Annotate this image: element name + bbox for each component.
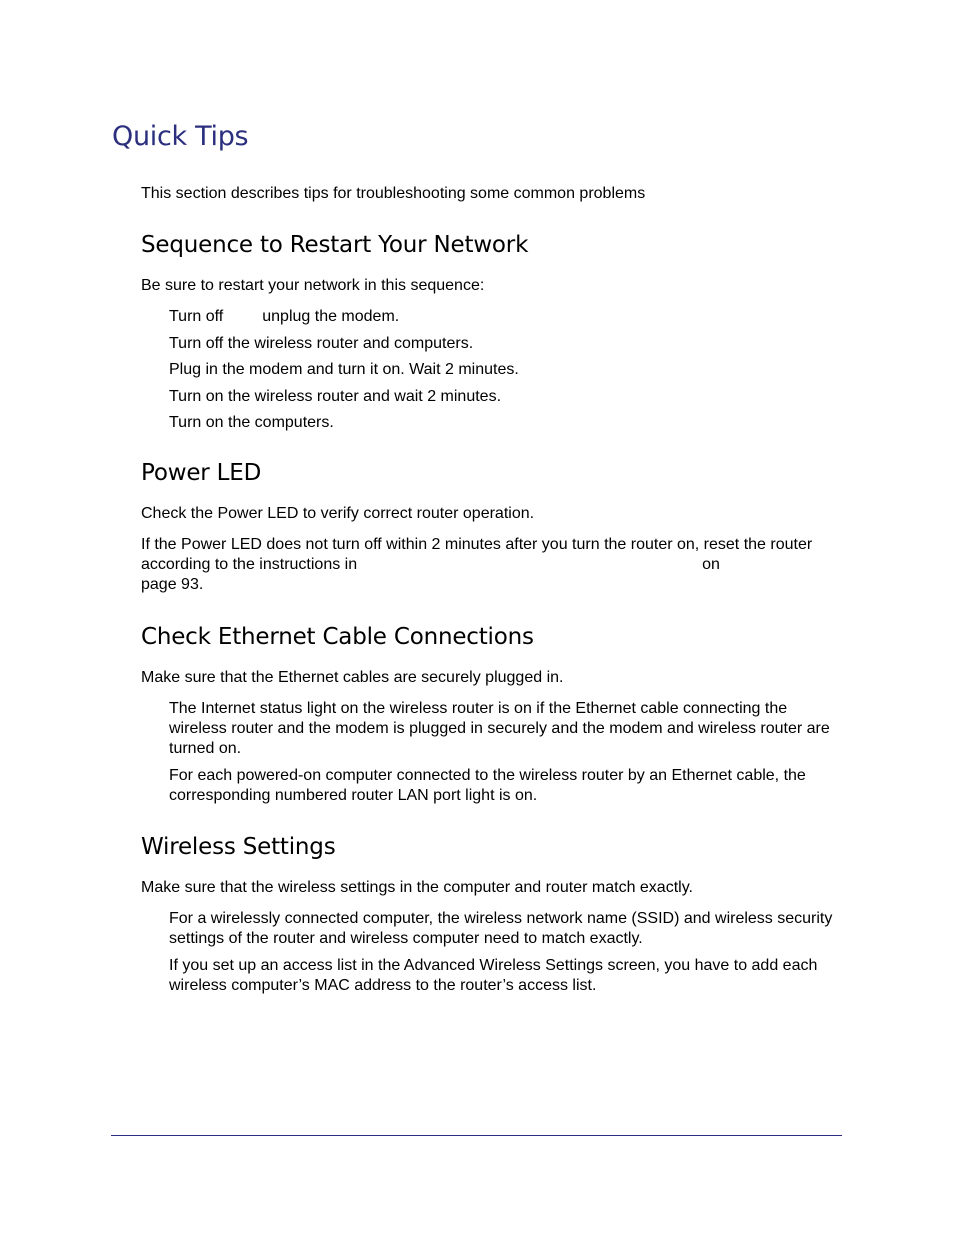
heading-wireless: Wireless Settings [141, 834, 336, 860]
power-led-p1: Check the Power LED to verify correct router operation. [141, 505, 535, 522]
restart-step-5: Turn on the computers. [169, 414, 334, 431]
restart-step-4: Turn on the wireless router and wait 2 minutes. [169, 388, 502, 405]
heading-ethernet: Check Ethernet Cable Connections [141, 624, 534, 650]
wireless-item-2: If you set up an access list in the Advanced Wireless Settings screen, you have to add each wireless computer’s MAC address to the router’s access list. [169, 957, 818, 994]
power-led-p2 [141, 535, 821, 595]
restart-step-1-part2: unplug the modem. [262, 308, 400, 325]
restart-step-2: Turn off the wireless router and computers. [169, 335, 474, 352]
restart-step-1 [169, 307, 841, 327]
page-title: Quick Tips [112, 121, 249, 152]
ethernet-item-1: The Internet status light on the wireless router is on if the Ethernet cable connecting the wireless router and the modem is plugged in securely and the modem and wireless router are turned on. [169, 700, 830, 757]
wireless-item-1: For a wirelessly connected computer, the wireless network name (SSID) and wireless security settings of the router and wireless computer need to match exactly. [169, 910, 833, 947]
ethernet-item-2: For each powered-on computer connected to the wireless router by an Ethernet cable, the corresponding numbered router LAN port light is on. [169, 767, 806, 804]
heading-restart: Sequence to Restart Your Network [141, 232, 529, 258]
footer-divider [111, 1135, 842, 1136]
power-led-p2-start: If the Power LED does not turn off within 2 minutes after you turn the router on, reset the router according to the instructions in [141, 536, 813, 573]
ethernet-lead: Make sure that the Ethernet cables are securely plugged in. [141, 669, 564, 686]
power-led-p2-end: page 93. [141, 576, 204, 593]
wireless-lead: Make sure that the wireless settings in the computer and router match exactly. [141, 879, 693, 896]
intro-text: This section describes tips for troubleshooting some common problems [141, 185, 646, 202]
restart-step-1-part1: Turn off [169, 308, 224, 325]
power-led-p2-on: on [702, 556, 720, 573]
restart-step-3: Plug in the modem and turn it on. Wait 2 minutes. [169, 361, 519, 378]
heading-power-led: Power LED [141, 460, 262, 486]
restart-lead: Be sure to restart your network in this sequence: [141, 277, 485, 294]
